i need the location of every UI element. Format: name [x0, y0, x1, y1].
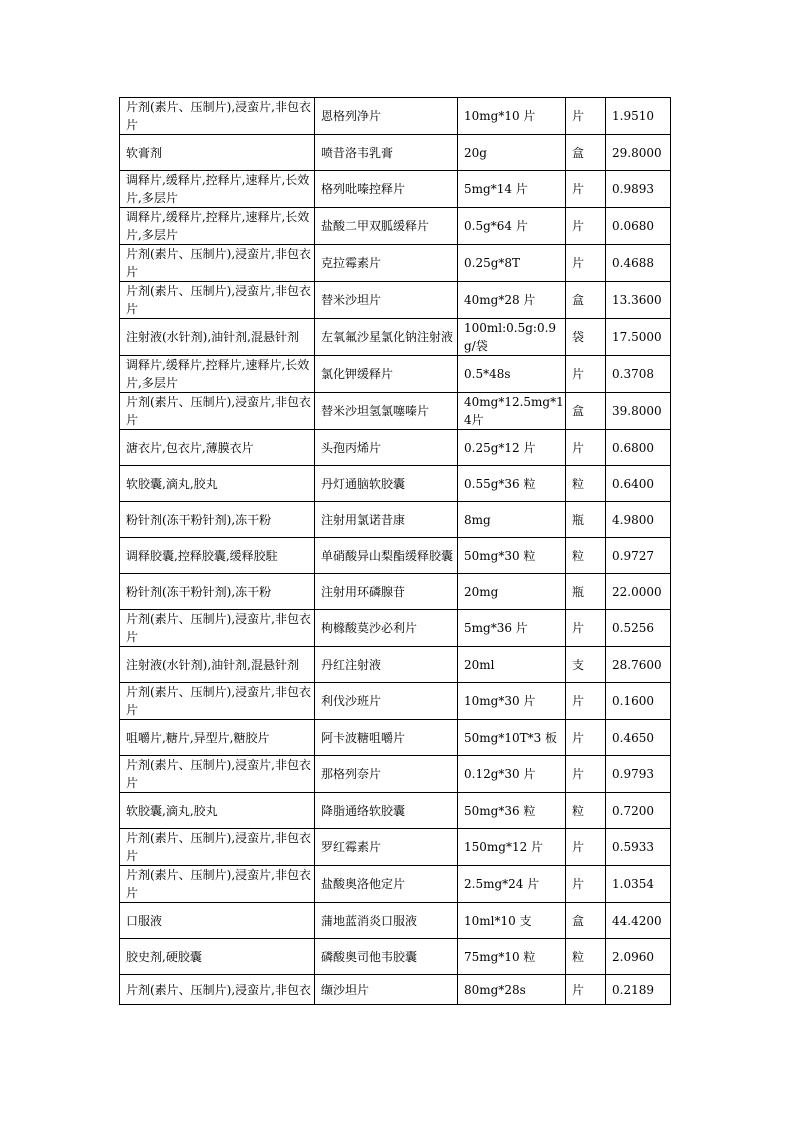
- drug-name-cell: 阿卡波糖咀嚼片: [315, 720, 458, 756]
- unit-cell: 盒: [566, 903, 606, 939]
- unit-cell: 瓶: [566, 502, 606, 538]
- drug-name-cell: 丹红注射液: [315, 647, 458, 683]
- dosage-form-cell: 软膏剂: [120, 135, 315, 171]
- unit-cell: 片: [566, 756, 606, 793]
- dosage-form-cell: 胶史剂,硬胶囊: [120, 939, 315, 975]
- price-cell: 0.2189: [606, 975, 671, 1005]
- price-cell: 13.3600: [606, 282, 671, 319]
- table-row: [120, 756, 671, 793]
- specification-cell: 0.5*48s: [458, 356, 566, 393]
- drug-name-cell: 利伐沙班片: [315, 683, 458, 720]
- price-cell: 17.5000: [606, 319, 671, 356]
- specification-cell: 0.55g*36 粒: [458, 466, 566, 502]
- drug-name-cell: 罗红霉素片: [315, 829, 458, 866]
- price-cell: 0.3708: [606, 356, 671, 393]
- dosage-form-cell: 片剂(素片、压制片),浸蛮片,非包衣片: [120, 245, 315, 282]
- drug-name-cell: 盐酸奥洛他定片: [315, 866, 458, 903]
- unit-cell: 盒: [566, 282, 606, 319]
- unit-cell: 片: [566, 430, 606, 466]
- price-cell: 29.8000: [606, 135, 671, 171]
- specification-cell: 5mg*14 片: [458, 171, 566, 208]
- dosage-form-cell: 片剂(素片、压制片),浸蛮片,非包衣片: [120, 98, 315, 135]
- specification-cell: 80mg*28s: [458, 975, 566, 1005]
- table-row: [120, 466, 671, 502]
- dosage-form-cell: 片剂(素片、压制片),浸蛮片,非包衣片: [120, 393, 315, 430]
- specification-cell: 10ml*10 支: [458, 903, 566, 939]
- drug-name-cell: 喷昔洛韦乳膏: [315, 135, 458, 171]
- table-row: [120, 502, 671, 538]
- price-cell: 28.7600: [606, 647, 671, 683]
- specification-cell: 50mg*30 粒: [458, 538, 566, 574]
- price-cell: 0.4688: [606, 245, 671, 282]
- table-row: [120, 683, 671, 720]
- unit-cell: 片: [566, 98, 606, 135]
- dosage-form-cell: 软胶囊,滴丸,胶丸: [120, 793, 315, 829]
- table-row: [120, 356, 671, 393]
- drug-name-cell: 盐酸二甲双胍缓释片: [315, 208, 458, 245]
- price-cell: 1.9510: [606, 98, 671, 135]
- drug-price-table: [119, 97, 671, 1005]
- table-row: [120, 98, 671, 135]
- unit-cell: 粒: [566, 939, 606, 975]
- specification-cell: 2.5mg*24 片: [458, 866, 566, 903]
- dosage-form-cell: 口服液: [120, 903, 315, 939]
- specification-cell: 0.25g*8T: [458, 245, 566, 282]
- price-cell: 0.9793: [606, 756, 671, 793]
- drug-name-cell: 左氧氟沙星氯化钠注射液: [315, 319, 458, 356]
- drug-name-cell: 注射用环磷腺苷: [315, 574, 458, 610]
- specification-cell: 100ml:0.5g:0.9g/袋: [458, 319, 566, 356]
- specification-cell: 5mg*36 片: [458, 610, 566, 647]
- price-cell: 0.6400: [606, 466, 671, 502]
- dosage-form-cell: 片剂(素片、压制片),浸蛮片,非包衣片: [120, 282, 315, 319]
- unit-cell: 袋: [566, 319, 606, 356]
- table-row: [120, 720, 671, 756]
- specification-cell: 20g: [458, 135, 566, 171]
- price-cell: 0.9727: [606, 538, 671, 574]
- drug-name-cell: 恩格列净片: [315, 98, 458, 135]
- drug-name-cell: 注射用氯诺昔康: [315, 502, 458, 538]
- specification-cell: 0.5g*64 片: [458, 208, 566, 245]
- unit-cell: 瓶: [566, 574, 606, 610]
- price-cell: 0.4650: [606, 720, 671, 756]
- table-row: [120, 829, 671, 866]
- dosage-form-cell: 调释胶囊,控释胶囊,缓释胶駐: [120, 538, 315, 574]
- dosage-form-cell: 咀嚼片,糖片,异型片,糖胶片: [120, 720, 315, 756]
- drug-name-cell: 丹灯通脑软胶囊: [315, 466, 458, 502]
- unit-cell: 片: [566, 683, 606, 720]
- table-row: [120, 393, 671, 430]
- specification-cell: 50mg*10T*3 板: [458, 720, 566, 756]
- table-row: [120, 282, 671, 319]
- drug-name-cell: 单硝酸异山梨酯缓释胶囊: [315, 538, 458, 574]
- price-cell: 0.5933: [606, 829, 671, 866]
- drug-name-cell: 氯化钾缓释片: [315, 356, 458, 393]
- dosage-form-cell: 片剂(素片、压制片),浸蛮片,非包衣片: [120, 683, 315, 720]
- specification-cell: 0.25g*12 片: [458, 430, 566, 466]
- unit-cell: 粒: [566, 793, 606, 829]
- price-cell: 0.5256: [606, 610, 671, 647]
- table-row: [120, 319, 671, 356]
- price-cell: 0.0680: [606, 208, 671, 245]
- price-cell: 44.4200: [606, 903, 671, 939]
- table-row: [120, 975, 671, 1005]
- specification-cell: 40mg*12.5mg*14片: [458, 393, 566, 430]
- price-cell: 0.1600: [606, 683, 671, 720]
- price-cell: 0.9893: [606, 171, 671, 208]
- specification-cell: 50mg*36 粒: [458, 793, 566, 829]
- price-cell: 1.0354: [606, 866, 671, 903]
- drug-name-cell: 克拉霉素片: [315, 245, 458, 282]
- unit-cell: 片: [566, 356, 606, 393]
- unit-cell: 片: [566, 829, 606, 866]
- table-row: [120, 135, 671, 171]
- specification-cell: 8mg: [458, 502, 566, 538]
- table-row: [120, 208, 671, 245]
- price-cell: 0.6800: [606, 430, 671, 466]
- table-body: [120, 98, 671, 1005]
- dosage-form-cell: 片剂(素片、压制片),浸蛮片,非包衣片: [120, 610, 315, 647]
- drug-name-cell: 替米沙坦氢氯噻嗪片: [315, 393, 458, 430]
- table-row: [120, 430, 671, 466]
- dosage-form-cell: 调释片,缓释片,控释片,速释片,长效片,多层片: [120, 356, 315, 393]
- price-cell: 39.8000: [606, 393, 671, 430]
- specification-cell: 40mg*28 片: [458, 282, 566, 319]
- table-row: [120, 574, 671, 610]
- unit-cell: 盒: [566, 393, 606, 430]
- dosage-form-cell: 注射液(水针剂),油针剂,混悬针剂: [120, 319, 315, 356]
- table-row: [120, 647, 671, 683]
- price-cell: 22.0000: [606, 574, 671, 610]
- dosage-form-cell: 调释片,缓释片,控释片,速释片,长效片,多层片: [120, 208, 315, 245]
- unit-cell: 支: [566, 647, 606, 683]
- unit-cell: 粒: [566, 538, 606, 574]
- unit-cell: 片: [566, 975, 606, 1005]
- price-cell: 4.9800: [606, 502, 671, 538]
- drug-name-cell: 替米沙坦片: [315, 282, 458, 319]
- price-cell: 2.0960: [606, 939, 671, 975]
- dosage-form-cell: 溏衣片,包衣片,薄膜衣片: [120, 430, 315, 466]
- specification-cell: 75mg*10 粒: [458, 939, 566, 975]
- table-row: [120, 939, 671, 975]
- table-row: [120, 610, 671, 647]
- dosage-form-cell: 粉针剂(冻干粉针剂),冻干粉: [120, 574, 315, 610]
- unit-cell: 片: [566, 208, 606, 245]
- specification-cell: 10mg*10 片: [458, 98, 566, 135]
- specification-cell: 150mg*12 片: [458, 829, 566, 866]
- dosage-form-cell: 注射液(水针剂),油针剂,混悬针剂: [120, 647, 315, 683]
- table-row: [120, 866, 671, 903]
- drug-name-cell: 蒲地蓝消炎口服液: [315, 903, 458, 939]
- unit-cell: 片: [566, 720, 606, 756]
- table-row: [120, 538, 671, 574]
- drug-name-cell: 那格列奈片: [315, 756, 458, 793]
- specification-cell: 20mg: [458, 574, 566, 610]
- drug-name-cell: 头孢丙烯片: [315, 430, 458, 466]
- drug-name-cell: 缬沙坦片: [315, 975, 458, 1005]
- dosage-form-cell: 片剂(素片、压制片),浸蛮片,非包衣片: [120, 829, 315, 866]
- unit-cell: 片: [566, 866, 606, 903]
- unit-cell: 片: [566, 245, 606, 282]
- price-cell: 0.7200: [606, 793, 671, 829]
- specification-cell: 10mg*30 片: [458, 683, 566, 720]
- unit-cell: 片: [566, 171, 606, 208]
- table-row: [120, 245, 671, 282]
- drug-name-cell: 格列吡嗪控释片: [315, 171, 458, 208]
- dosage-form-cell: 片剂(素片、压制片),浸蛮片,非包衣片: [120, 756, 315, 793]
- dosage-form-cell: 软胶囊,滴丸,胶丸: [120, 466, 315, 502]
- table-row: [120, 171, 671, 208]
- drug-name-cell: 枸橼酸莫沙必利片: [315, 610, 458, 647]
- specification-cell: 0.12g*30 片: [458, 756, 566, 793]
- specification-cell: 20ml: [458, 647, 566, 683]
- table-row: [120, 903, 671, 939]
- unit-cell: 盒: [566, 135, 606, 171]
- table-row: [120, 793, 671, 829]
- dosage-form-cell: 粉针剂(冻干粉针剂),冻干粉: [120, 502, 315, 538]
- dosage-form-cell: 调释片,缓释片,控释片,速释片,长效片,多层片: [120, 171, 315, 208]
- dosage-form-cell: 片剂(素片、压制片),浸蛮片,非包衣: [120, 975, 315, 1005]
- dosage-form-cell: 片剂(素片、压制片),浸蛮片,非包衣片: [120, 866, 315, 903]
- drug-name-cell: 降脂通络软胶囊: [315, 793, 458, 829]
- drug-name-cell: 磷酸奥司他韦胶囊: [315, 939, 458, 975]
- unit-cell: 片: [566, 610, 606, 647]
- unit-cell: 粒: [566, 466, 606, 502]
